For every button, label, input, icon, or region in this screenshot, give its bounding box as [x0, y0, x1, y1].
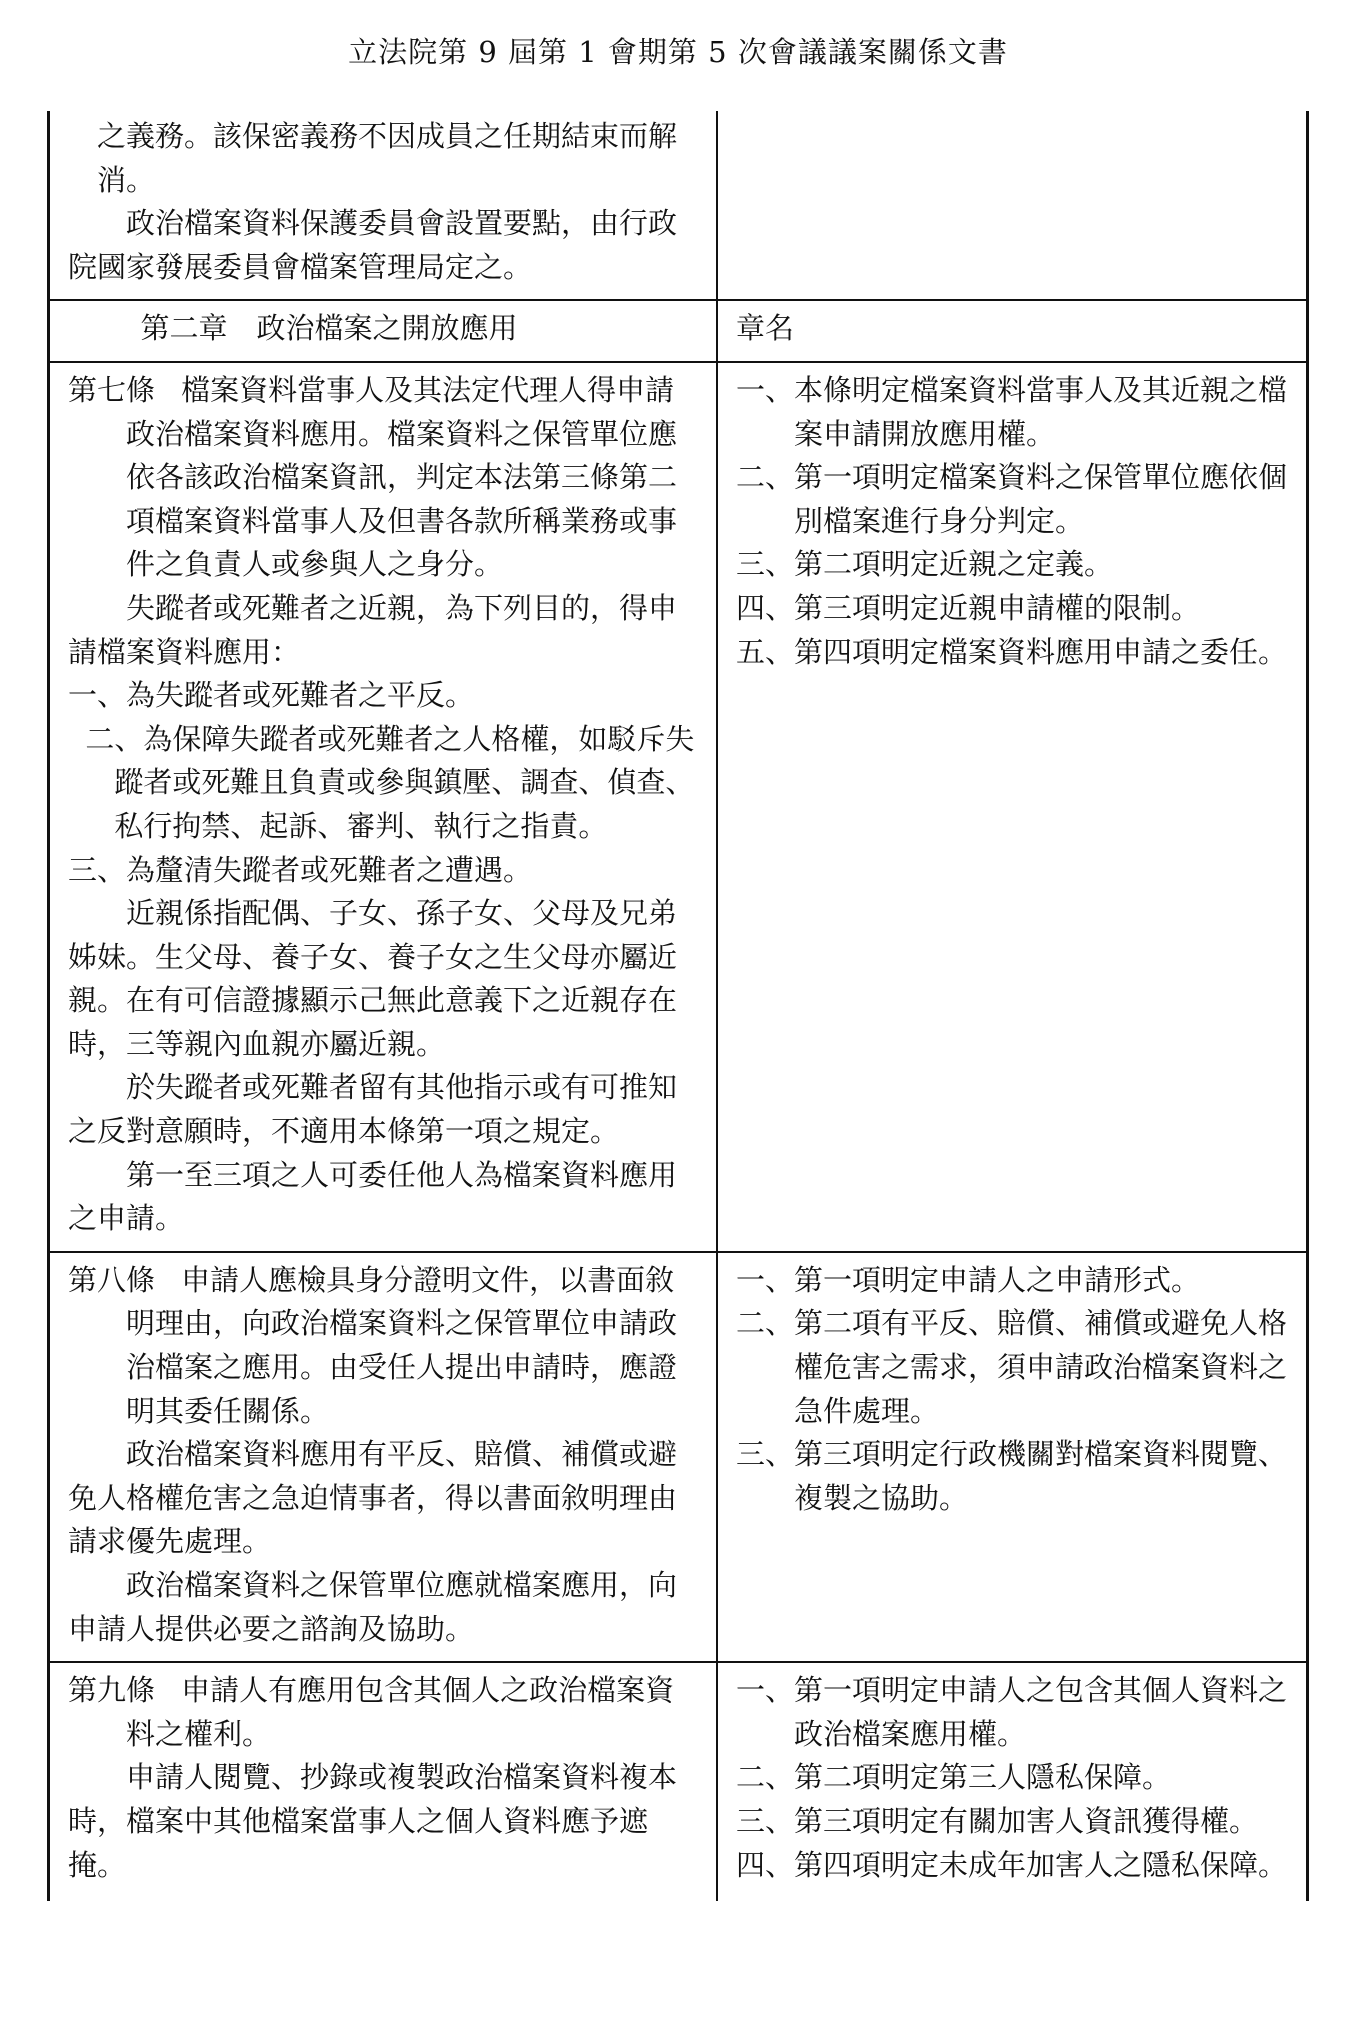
article-number: 第八條 [68, 1262, 156, 1297]
provision-item: 三、為釐清失蹤者或死難者之遭遇。 [68, 852, 533, 887]
provision-item: 一、為失蹤者或死難者之平反。 [68, 678, 475, 713]
provision-paragraph: 失蹤者或死難者之近親，為下列目的，得申請檔案資料應用： [68, 590, 678, 669]
bill-comparison-table [47, 111, 1309, 1901]
chapter-title-cell [49, 300, 718, 362]
article-text: 申請人有應用包含其個人之政治檔案資料之權利。 [126, 1673, 675, 1751]
table-row-chapter [49, 300, 1308, 362]
table-row-article-7 [49, 362, 1308, 1252]
explanation-item: 一、本條明定檔案資料當事人及其近親之檔案申請開放應用權。 [736, 372, 1288, 451]
table-row [49, 111, 1308, 300]
explanation-item: 二、第二項明定第三人隱私保障。 [736, 1760, 1172, 1795]
explanation-item: 一、第一項明定申請人之包含其個人資料之政治檔案應用權。 [736, 1673, 1288, 1751]
table-row-article-9 [49, 1662, 1308, 1901]
provision-paragraph: 政治檔案資料之保管單位應就檔案應用，向申請人提供必要之諮詢及協助。 [68, 1568, 678, 1646]
explanation-item: 三、第三項明定行政機關對檔案資料閱覽、複製之協助。 [736, 1437, 1288, 1515]
explanation-item: 一、第一項明定申請人之申請形式。 [736, 1262, 1201, 1297]
article-text: 檔案資料當事人及其法定代理人得申請政治檔案資料應用。檔案資料之保管單位應依各該政治檔案資訊，判定本法第三條第二項檔案資料當事人及但書各款所稱業務或事件之負責人或參與人之身分。 [126, 372, 678, 582]
explanation-item: 四、第四項明定未成年加害人之隱私保障。 [736, 1847, 1288, 1882]
explanation-item: 三、第三項明定有關加害人資訊獲得權。 [736, 1803, 1259, 1838]
article-text: 申請人應檢具身分證明文件，以書面敘明理由，向政治檔案資料之保管單位申請政治檔案之應用。由受任人提出申請時，應證明其委任關係。 [126, 1262, 678, 1428]
explanation-item: 五、第四項明定檔案資料應用申請之委任。 [736, 634, 1288, 669]
table-row-article-8 [49, 1252, 1308, 1662]
provision-paragraph: 政治檔案資料應用有平反、賠償、補償或避免人格權危害之急迫情事者，得以書面敘明理由請求優先處理。 [68, 1437, 678, 1559]
explanation-item: 四、第三項明定近親申請權的限制。 [736, 590, 1201, 625]
provision-cell [49, 1662, 718, 1901]
explanation-item: 二、第二項有平反、賠償、補償或避免人格權危害之需求，須申請政治檔案資料之急件處理。 [736, 1306, 1288, 1428]
provision-paragraph: 之義務。該保密義務不因成員之任期結束而解消。 [97, 119, 678, 197]
provision-cell [49, 1252, 718, 1662]
document-header: 立法院第 9 屆第 1 會期第 5 次會議議案關係文書 [348, 35, 1008, 69]
chapter-title: 第二章 政治檔案之開放應用 [140, 311, 518, 346]
article-first-paragraph [68, 369, 698, 587]
provision-cell [49, 362, 718, 1252]
article-number: 第九條 [68, 1673, 156, 1708]
explanation-cell [717, 1252, 1308, 1662]
provision-paragraph: 第一至三項之人可委任他人為檔案資料應用之申請。 [68, 1157, 678, 1236]
explanation-item: 三、第二項明定近親之定義。 [736, 547, 1114, 582]
explanation-cell [717, 1662, 1308, 1901]
chapter-note: 章名 [736, 311, 795, 346]
provision-paragraph: 近親係指配偶、子女、孫子女、父母及兄弟姊妹。生父母、養子女、養子女之生父母亦屬近親。在有可信證據顯示己無此意義下之近親存在時，三等親內血親亦屬近親。 [68, 896, 678, 1061]
explanation-item: 二、第一項明定檔案資料之保管單位應依個別檔案進行身分判定。 [736, 460, 1288, 538]
provision-paragraph: 申請人閱覽、抄錄或複製政治檔案資料複本時，檔案中其他檔案當事人之個人資料應予遮掩。 [68, 1760, 678, 1882]
provision-cell [49, 111, 718, 300]
article-first-paragraph [68, 1259, 698, 1433]
chapter-note-cell [717, 300, 1308, 362]
provision-paragraph: 政治檔案資料保護委員會設置要點，由行政院國家發展委員會檔案管理局定之。 [68, 206, 678, 284]
article-first-paragraph [68, 1669, 698, 1756]
explanation-cell [717, 362, 1308, 1252]
explanation-cell [717, 111, 1308, 300]
provision-paragraph: 於失蹤者或死難者留有其他指示或有可推知之反對意願時，不適用本條第一項之規定。 [68, 1070, 678, 1149]
article-number: 第七條 [68, 372, 156, 407]
provision-item: 二、為保障失蹤者或死難者之人格權，如駁斥失蹤者或死難且負責或參與鎮壓、調查、偵查、私行拘禁、起訴、審判、執行之指責。 [85, 721, 695, 843]
